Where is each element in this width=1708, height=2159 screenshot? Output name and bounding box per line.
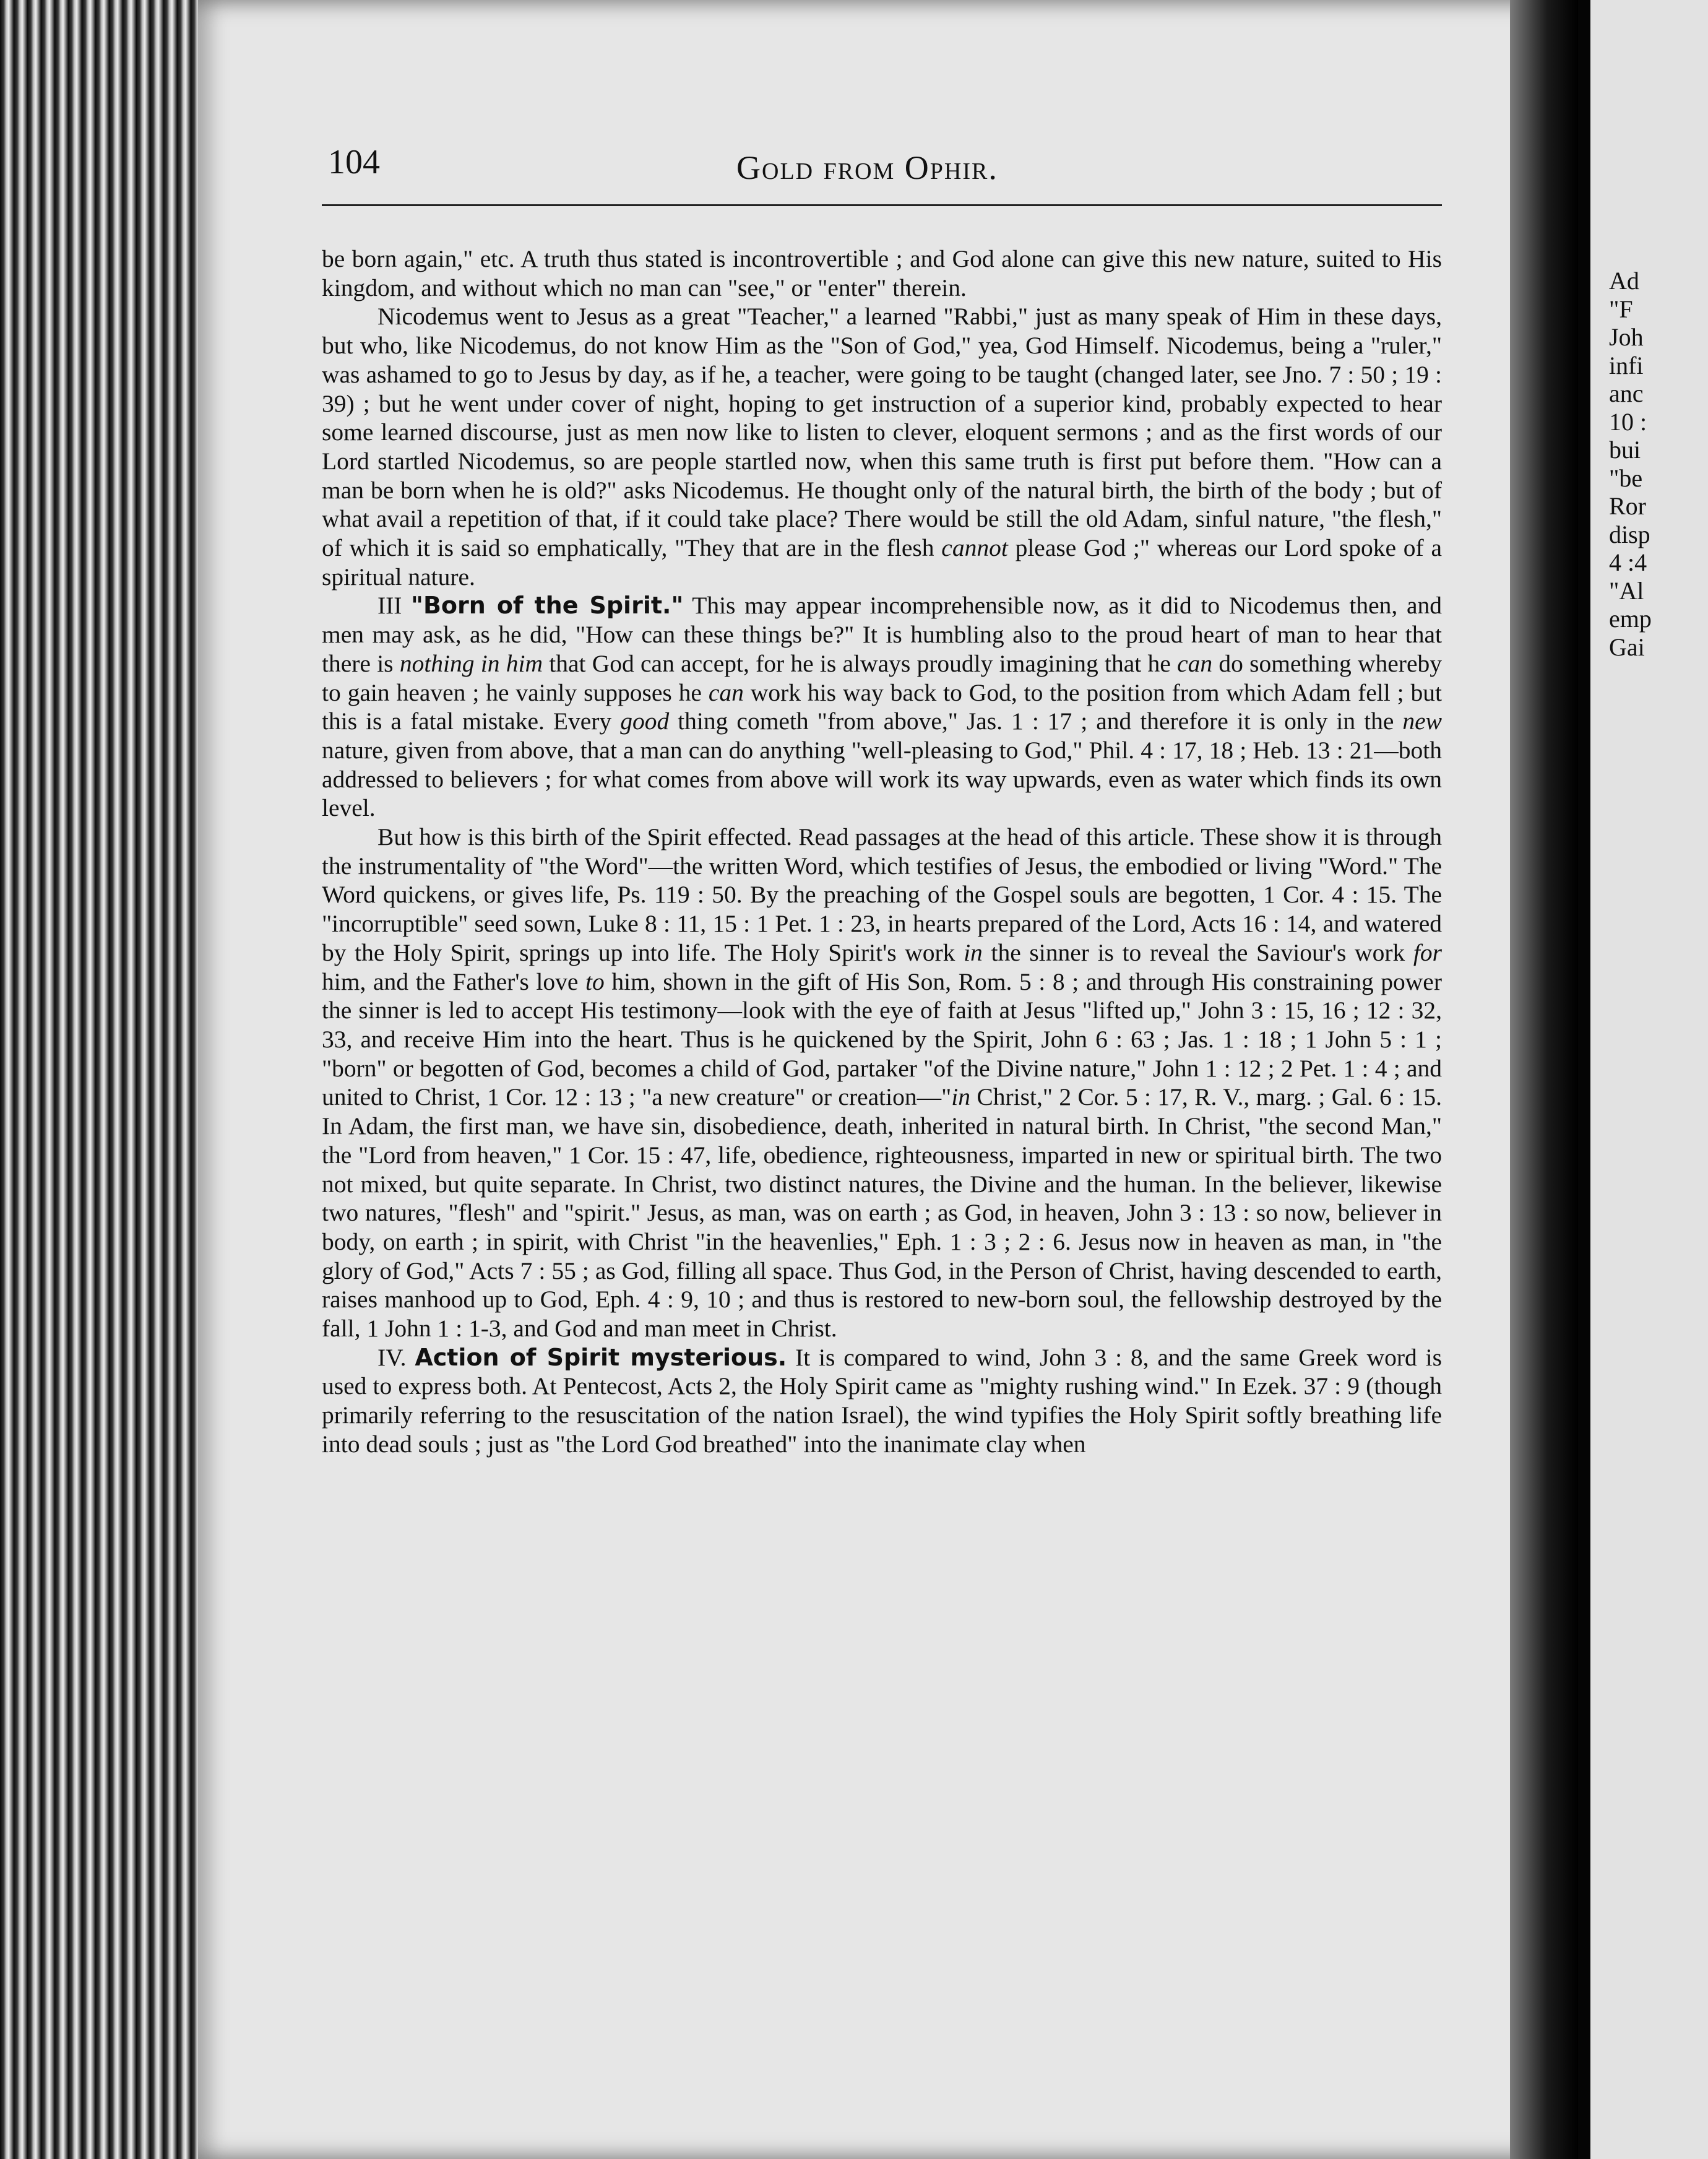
facing-page-fragment: emp — [1609, 605, 1652, 633]
paragraph — [322, 1343, 1442, 1459]
text-run: please God ;" whereas our Lord spoke of a spiritual nature. — [322, 534, 1442, 591]
italic-text: in — [951, 1083, 970, 1111]
facing-page-fragment: Ad — [1609, 267, 1639, 295]
text-run: nature, given from above, that a man can do anything "well-pleasing to God," Phil. 4 : 17, 18 ; Heb. 13 : 21—both addressed to believers ; for what comes from above will work its way upwards, even as water which finds its own level. — [322, 736, 1442, 822]
text-run: him, and the Father's love — [322, 967, 586, 995]
italic-text: can — [1177, 649, 1213, 677]
paragraph — [322, 244, 1442, 302]
facing-page-fragment: 4 :4 — [1609, 548, 1647, 576]
text-run: work his way back to God, to the position from which Adam fell ; but this is a fatal mistake. Every — [322, 678, 1442, 735]
facing-page-fragment: "be — [1609, 464, 1643, 492]
italic-text: to — [585, 967, 605, 995]
facing-page-fragment: anc — [1609, 379, 1644, 407]
header-rule — [322, 204, 1442, 206]
facing-page-fragment: "Al — [1609, 576, 1644, 605]
text-run: IV. — [377, 1343, 415, 1371]
text-run: III — [377, 592, 412, 620]
text-run: him, shown in the gift of His Son, Rom. 5 : 8 ; and through His constraining power the sinner is led to accept His testimony—look with the eye of faith at Jesus "lifted up," John 3 : 15, 16 ; 12 : 32, 33, and receive Him into the heart. Thus is he quickened by the Spirit, John 6 : 63 ; Jas. 1 : 18 ; 1 John 5 : 1 ; "born" or begotten of God, becomes a child of God, partaker "of the Divine nature," John 1 : 12 ; 2 Pet. 1 : 4 ; and united to Christ, 1 Cor. 12 : 13 ; "a new creature" or creation—" — [322, 967, 1442, 1111]
section-heading: "Born of the Spirit." — [411, 592, 684, 620]
facing-page-fragment: Ror — [1609, 492, 1646, 520]
book-gutter — [1510, 0, 1578, 2159]
page-number: 104 — [328, 143, 380, 181]
text-run: It is compared to wind, John 3 : 8, and the same Greek word is used to express both. At Pentecost, Acts 2, the Holy Spirit came as "mighty rushing wind." In Ezek. 37 : 9 (though primarily referring to the resuscitation of the nation Israel), the wind typifies the Holy Spirit softly breathing life into dead souls ; just as "the Lord God breathed" into the inanimate clay when — [322, 1343, 1442, 1458]
page-body-text — [322, 244, 1442, 1879]
italic-text: new — [1402, 707, 1443, 735]
facing-page-fragment: "F — [1609, 295, 1633, 323]
text-run: This may appear incomprehensible now, as it did to Nicodemus then, and men may ask, as he did, "How can these things be?" It is humbling also to the proud heart of man to hear that there is — [322, 592, 1442, 677]
text-run: that God can accept, for he is always proudly imagining that he — [543, 649, 1178, 677]
facing-page-fragment: disp — [1609, 520, 1650, 548]
italic-text: can — [708, 678, 744, 706]
text-run: the sinner is to reveal the Saviour's work — [982, 938, 1413, 966]
italic-text: good — [620, 707, 670, 735]
running-head: Gold from Ophir. — [736, 149, 998, 186]
text-run: do something whereby to gain heaven ; he vainly supposes he — [322, 649, 1442, 706]
facing-page-fragment: 10 : — [1609, 407, 1647, 436]
facing-page-fragment: infi — [1609, 351, 1644, 379]
italic-text: cannot — [941, 534, 1008, 562]
paragraph — [322, 823, 1442, 1343]
book-fore-edge — [0, 0, 204, 2159]
italic-text: nothing in him — [399, 649, 543, 677]
page-header — [322, 136, 1442, 192]
facing-page-fragment: bui — [1609, 436, 1641, 464]
paragraph — [322, 591, 1442, 823]
section-heading: Action of Spirit mysterious. — [415, 1343, 787, 1371]
paragraph — [322, 302, 1442, 591]
facing-page — [1590, 0, 1708, 2159]
text-run: But how is this birth of the Spirit effected. Read passages at the head of this article. These show it is through the instrumentality of "the Word"—the written Word, which testifies of Jesus, the embodied or living "Word." The Word quickens, or gives life, Ps. 119 : 50. By the preaching of the Gospel souls are begotten, 1 Cor. 4 : 15. The "incorruptible" seed sown, Luke 8 : 11, 15 : 1 Pet. 1 : 23, in hearts prepared of the Lord, Acts 16 : 14, and watered by the Holy Spirit, springs up into life. The Holy Spirit's work — [322, 823, 1442, 966]
italic-text: for — [1413, 938, 1442, 966]
text-run: thing cometh "from above," Jas. 1 : 17 ; and therefore it is only in the — [669, 707, 1403, 735]
text-run: Christ," 2 Cor. 5 : 17, R. V., marg. ; Gal. 6 : 15. In Adam, the first man, we have sin, disobedience, death, inherited in natural birth. In Christ, "the second Man," the "Lord from heaven," 1 Cor. 15 : 47, life, obedience, righteousness, imparted in new or spiritual birth. The two not mixed, but quite separate. In Christ, two distinct natures, the Divine and the human. In the believer, likewise two natures, "flesh" and "spirit." Jesus, as man, was on earth ; as God, in heaven, John 3 : 13 : so now, believer in body, on earth ; in spirit, with Christ "in the heavenlies," Eph. 1 : 3 ; 2 : 6. Jesus now in heaven as man, in "the glory of God," Acts 7 : 55 ; as God, filling all space. Thus God, in the Person of Christ, having descended to earth, raises manhood up to God, Eph. 4 : 9, 10 ; and thus is restored to new-born soul, the fellowship destroyed by the fall, 1 John 1 : 1-3, and God and man meet in Christ. — [322, 1083, 1442, 1343]
text-run: be born again," etc. A truth thus stated is incontrovertible ; and God alone can give this new nature, suited to His kingdom, and without which no man can "see," or "enter" therein. — [322, 245, 1442, 301]
facing-page-fragment: Gai — [1609, 633, 1645, 661]
text-run: Nicodemus went to Jesus as a great "Teacher," a learned "Rabbi," just as many speak of Him in these days, but who, like Nicodemus, do not know Him as the "Son of God," yea, God Himself. Nicodemus, being a "ruler," was ashamed to go to Jesus by day, as if he, a teacher, were going to be taught (changed later, see Jno. 7 : 50 ; 19 : 39) ; but he went under cover of night, hoping to get instruction of a superior kind, probably expected to hear some learned discourse, just as men now like to listen to clever, eloquent sermons ; and as the first words of our Lord startled Nicodemus, so are people startled now, when this same truth is first put before them. "How can a man be born when he is old?" asks Nicodemus. He thought only of the natural birth, the birth of the body ; but of what avail a repetition of that, if it could take place? There would be still the old Adam, sinful nature, "the flesh," of which it is said so emphatically, "They that are in the flesh — [322, 303, 1442, 562]
italic-text: in — [964, 938, 983, 966]
facing-page-fragment: Joh — [1609, 323, 1644, 351]
